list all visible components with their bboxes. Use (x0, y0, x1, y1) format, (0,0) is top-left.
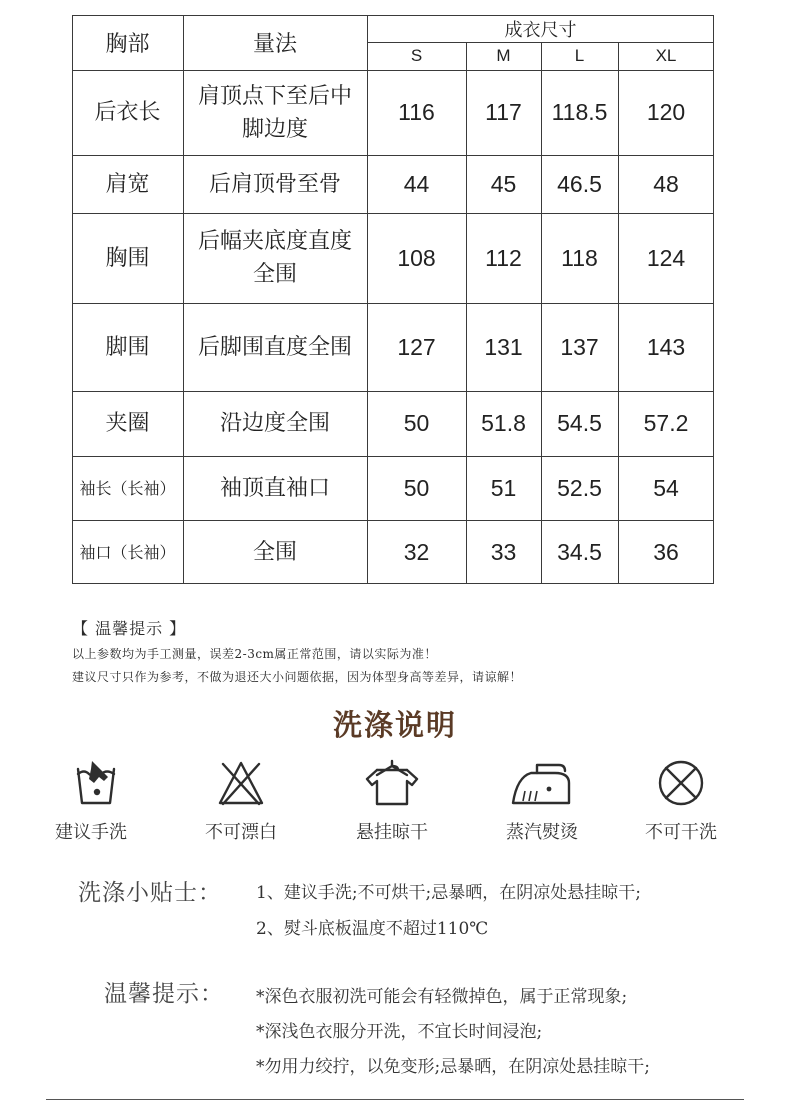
row-name: 袖口（长袖） (79, 542, 176, 562)
steam-iron-icon (497, 757, 587, 813)
header-size-s: S (410, 46, 423, 65)
size-tips-line: 以上参数均为手工测量，误差2-3cm属正常范围，请以实际为准！ (72, 647, 437, 661)
warm-tips-line: *勿用力绞拧，以免变形;忌暴晒，在阴凉处悬挂晾干; (256, 1057, 650, 1077)
size-tips-line: 建议尺寸只作为参考，不做为退还大小问题依据，因为体型身高等差异，请谅解！ (72, 670, 523, 684)
row-name: 脚围 (105, 334, 150, 360)
size-tips-heading: 【 温馨提示 】 (72, 619, 187, 638)
row-value-l: 137 (560, 333, 599, 360)
row-value-m: 45 (490, 170, 517, 197)
row-value-s: 127 (397, 333, 436, 360)
header-size-group: 成衣尺寸 (504, 19, 577, 41)
warm-tips-line: *深浅色衣服分开洗，不宜长时间浸泡; (256, 1022, 543, 1042)
row-value-xl: 143 (646, 333, 686, 360)
header-part: 胸部 (105, 32, 150, 57)
wash-tips-line: 2、熨斗底板温度不超过110℃ (256, 919, 489, 939)
header-size-xl: XL (655, 46, 677, 65)
row-value-m: 117 (485, 99, 522, 125)
row-value-xl: 48 (653, 170, 679, 197)
row-name: 后衣长 (94, 100, 161, 125)
header-method: 量法 (252, 32, 297, 57)
row-name: 胸围 (105, 245, 150, 271)
row-method: 后脚围直度全围 (197, 334, 352, 360)
bottom-divider (46, 1099, 744, 1100)
row-value-xl: 54 (653, 474, 679, 501)
row-name: 肩宽 (105, 171, 150, 197)
row-value-l: 118 (561, 244, 598, 271)
wash-tips-label: 洗涤小贴士： (78, 880, 222, 906)
row-method: 后肩顶骨至骨 (208, 171, 341, 197)
row-value-xl: 124 (646, 244, 686, 271)
row-value-s: 50 (403, 474, 430, 501)
row-value-l: 34.5 (557, 538, 602, 565)
row-value-l: 54.5 (557, 410, 602, 436)
row-value-m: 51 (490, 474, 517, 501)
row-name: 袖长（长袖） (79, 478, 176, 498)
row-value-s: 108 (397, 244, 436, 271)
row-value-m: 51.8 (481, 410, 526, 436)
no-bleach-label: 不可漂白 (205, 822, 277, 843)
row-method: 肩顶点下至后中脚边度 (197, 83, 352, 142)
hang-dry-icon (347, 757, 437, 813)
row-method: 全围 (252, 539, 297, 565)
no-dry-clean-label: 不可干洗 (645, 822, 717, 843)
row-method: 袖顶直袖口 (219, 475, 330, 501)
row-method: 沿边度全围 (219, 411, 330, 436)
wash-title: 洗涤说明 (332, 708, 457, 742)
wash-tips-line: 1、建议手洗;不可烘干;忌暴晒，在阴凉处悬挂晾干; (256, 883, 641, 903)
no-dry-clean-icon (636, 757, 726, 813)
row-value-l: 118.5 (551, 99, 608, 125)
row-value-l: 52.5 (557, 474, 602, 501)
row-value-xl: 36 (653, 538, 679, 565)
row-value-m: 33 (490, 538, 517, 565)
row-value-s: 50 (403, 410, 430, 436)
no-bleach-icon (196, 757, 286, 813)
hang-dry-label: 悬挂晾干 (356, 822, 428, 843)
row-value-m: 131 (484, 333, 523, 360)
row-value-s: 32 (403, 538, 430, 565)
header-size-m: M (496, 46, 511, 65)
row-value-l: 46.5 (557, 170, 602, 197)
row-value-s: 116 (398, 99, 435, 125)
header-size-l: L (574, 46, 585, 65)
size-table (72, 15, 714, 584)
steam-iron-label: 蒸汽熨烫 (506, 822, 578, 843)
hand-wash-icon (58, 757, 148, 813)
row-name: 夹圈 (105, 411, 150, 436)
row-method: 后幅夹底度直度全围 (197, 229, 352, 287)
row-value-xl: 57.2 (643, 410, 689, 436)
warm-tips-line: *深色衣服初洗可能会有轻微掉色，属于正常现象; (256, 987, 628, 1007)
warm-tips-label: 温馨提示： (104, 981, 224, 1007)
row-value-xl: 120 (646, 99, 686, 125)
hand-wash-label: 建议手洗 (55, 822, 127, 843)
row-value-s: 44 (403, 170, 430, 197)
row-value-m: 112 (485, 244, 522, 271)
